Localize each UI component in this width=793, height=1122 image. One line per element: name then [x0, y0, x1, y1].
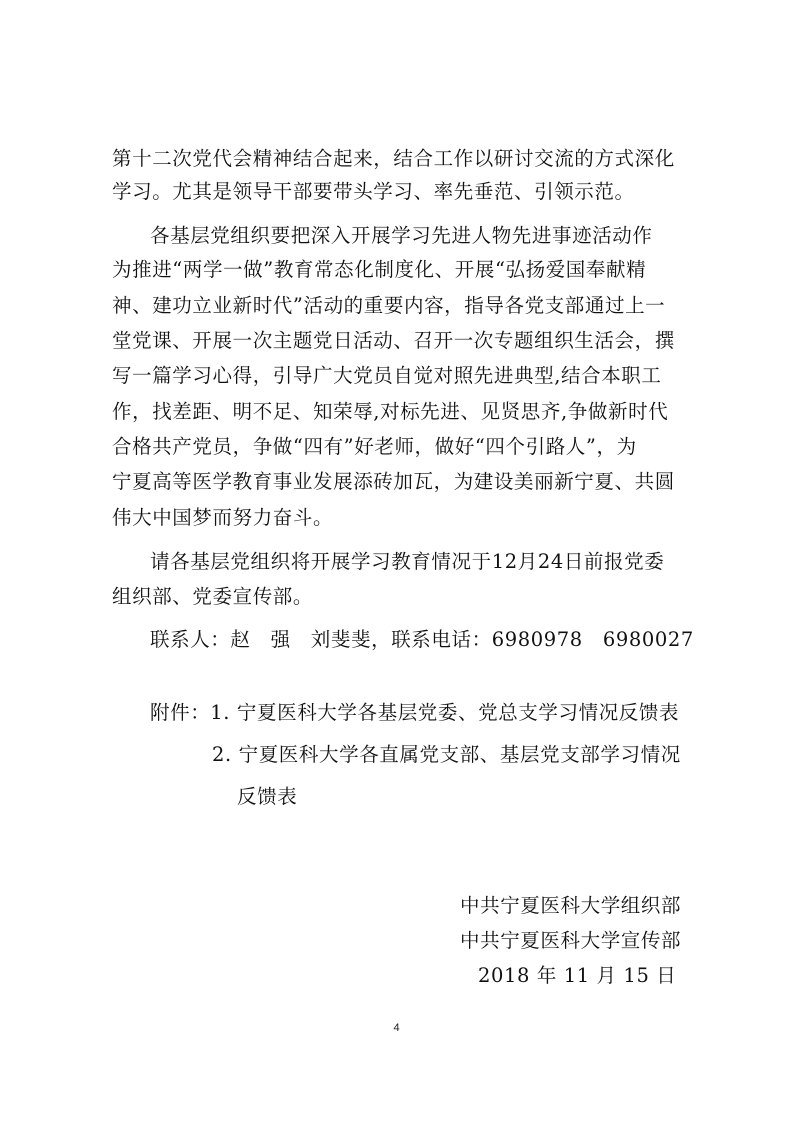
- body-line-7: 写一篇学习心得，引导广大党员自觉对照先进典型,结合本职工: [112, 364, 662, 387]
- body-line-10: 宁夏高等医学教育事业发展添砖加瓦，为建设美丽新宁夏、共圆: [112, 470, 675, 493]
- signature-org-2: 中共宁夏医科大学宣传部: [460, 929, 682, 952]
- body-line-8: 作，找差距、明不足、知荣辱,对标先进、见贤思齐,争做新时代: [112, 400, 669, 423]
- body-line-13: 组织部、党委宣传部。: [112, 585, 314, 608]
- signature-date: 2018 年 11 月 15 日: [478, 964, 677, 987]
- body-line-6: 堂党课、开展一次主题党日活动、召开一次专题组织生活会，撰: [112, 329, 675, 352]
- attachment-2-line1: 2. 宁夏医科大学各直属党支部、基层党支部学习情况: [212, 743, 681, 766]
- body-line-2: 学习。尤其是领导干部要带头学习、率先垂范、引领示范。: [112, 180, 635, 203]
- body-line-4: 为推进“两学一做”教育常态化制度化、开展“弘扬爱国奉献精: [112, 258, 647, 281]
- signature-org-1: 中共宁夏医科大学组织部: [460, 894, 682, 917]
- attachment-1: 附件：1. 宁夏医科大学各基层党委、党总支学习情况反馈表: [150, 701, 680, 724]
- body-line-1: 第十二次党代会精神结合起来，结合工作以研讨交流的方式深化: [112, 147, 675, 170]
- body-line-11: 伟大中国梦而努力奋斗。: [112, 506, 334, 529]
- body-line-9: 合格共产党员，争做“四有”好老师，做好“四个引路人”，为: [112, 435, 637, 458]
- contact-line: 联系人：赵 强 刘斐斐，联系电话：6980978 6980027: [150, 628, 694, 651]
- body-line-12: 请各基层党组织将开展学习教育情况于12月24日前报党委: [150, 550, 665, 573]
- page-number: 4: [393, 1022, 400, 1034]
- body-line-3: 各基层党组织要把深入开展学习先进人物先进事迹活动作: [150, 224, 653, 247]
- body-line-5: 神、建功立业新时代”活动的重要内容，指导各党支部通过上一: [112, 294, 666, 317]
- attachment-2-line2: 反馈表: [237, 785, 298, 808]
